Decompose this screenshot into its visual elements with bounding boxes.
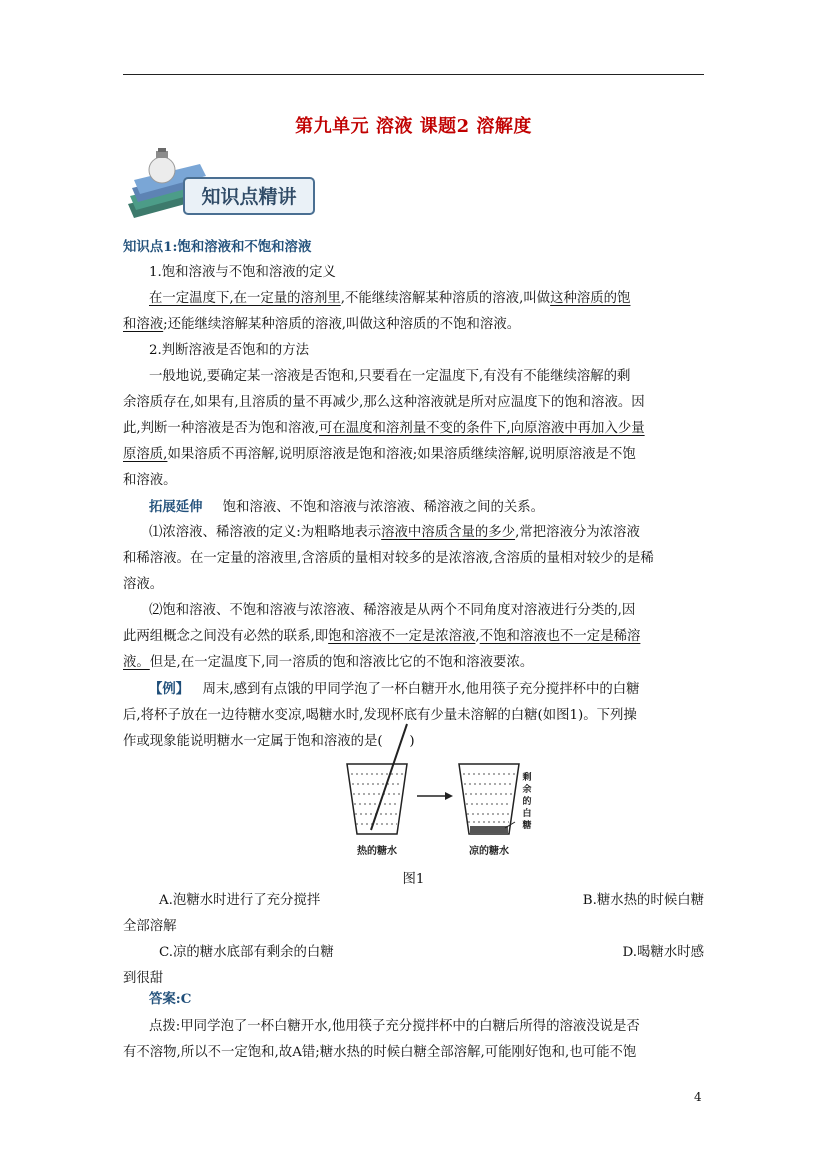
explanation-paragraph: 点拨:甲同学泡了一杯白糖开水,他用筷子充分搅拌杯中的白糖后所得的溶液没说是否 有不溶物,所以不一定饱和,故A错;糖水热的时候白糖全部溶解,可能刚好饱和,也可能不饱 bbox=[123, 1019, 640, 1060]
subheading-definition: 1.饱和溶液与不饱和溶液的定义 bbox=[149, 265, 336, 280]
definition-text: ;还能继续溶解某种溶质的溶液,叫做这种溶质的不饱和溶液。 bbox=[163, 317, 521, 332]
judge-line: 一般地说,要确定某一溶液是否饱和,只要看在一定温度下,有没有不能继续溶解的剩 bbox=[149, 369, 631, 384]
judge-line: 余溶质存在,如果有,且溶质的量不再减少,那么这种溶液就是所对应温度下的饱和溶液。因 bbox=[123, 395, 645, 410]
judge-line: 和溶液。 bbox=[123, 473, 177, 488]
judge-line: 原溶质,如果溶质不再溶解,说明原溶液是饱和溶液;如果溶质继续溶解,说明原溶液是不饱 bbox=[123, 447, 636, 462]
option-d-wrap: 到很甜 bbox=[123, 971, 164, 986]
figure-caption: 图1 bbox=[402, 872, 425, 887]
judge-paragraph bbox=[123, 364, 704, 494]
cold-cup bbox=[459, 764, 519, 857]
extend-intro: 拓展延伸 饱和溶液、不饱和溶液与浓溶液、稀溶液之间的关系。 bbox=[149, 499, 545, 515]
remaining-sugar-label bbox=[521, 771, 531, 831]
subheading-judge: 2.判断溶液是否饱和的方法 bbox=[149, 343, 310, 358]
lightbulb-icon bbox=[149, 148, 175, 183]
definition-underlined: 在一定温度下,在一定量的溶剂里 bbox=[149, 291, 341, 306]
svg-text:白: 白 bbox=[522, 809, 532, 819]
definition-paragraph bbox=[123, 286, 704, 338]
svg-text:的: 的 bbox=[522, 797, 532, 807]
page-title: 第九单元 溶液 课题2 溶解度 bbox=[295, 116, 532, 137]
option-a: A.泡糖水时进行了充分搅拌 bbox=[159, 893, 321, 908]
sugar-water-figure bbox=[335, 722, 535, 862]
header-rule bbox=[123, 74, 704, 75]
extend-label: 拓展延伸 bbox=[149, 499, 203, 515]
page-number: 4 bbox=[694, 1090, 702, 1104]
svg-text:余: 余 bbox=[522, 785, 532, 795]
option-b: B.糖水热的时候白糖 bbox=[582, 893, 704, 908]
example-label: 【例】 bbox=[149, 681, 190, 697]
option-c: C.凉的糖水底部有剩余的白糖 bbox=[159, 945, 334, 960]
definition-text: ,不能继续溶解某种溶质的溶液,叫做 bbox=[340, 291, 551, 306]
option-d: D.喝糖水时感 bbox=[622, 945, 704, 960]
knowledge-banner bbox=[124, 148, 324, 230]
option-b-wrap: 全部溶解 bbox=[123, 919, 177, 934]
definition-underlined: 这种溶质的饱 bbox=[550, 291, 631, 306]
hot-cup-label: 热的糖水 bbox=[357, 846, 397, 857]
svg-text:糖: 糖 bbox=[522, 821, 532, 831]
hot-cup bbox=[347, 724, 407, 857]
extend-paragraph-1: ⑴浓溶液、稀溶液的定义:为粗略地表示溶液中溶质含量的多少,常把溶液分为浓溶液 和稀溶液。在一定量的溶液里,含溶质的量相对较多的是浓溶液,含溶质的量相对较少的是稀 溶液。 bbox=[123, 525, 654, 592]
arrow-icon bbox=[417, 792, 453, 800]
cold-cup-label: 凉的糖水 bbox=[469, 846, 509, 857]
extend-paragraph-2: ⑵饱和溶液、不饱和溶液与浓溶液、稀溶液是从两个不同角度对溶液进行分类的,因 此两组概念之间没有必然的联系,即饱和溶液不一定是浓溶液,不饱和溶液也不一定是稀溶 液。但是,在一定温度下,同一溶质的饱和溶液比它的不饱和溶液要浓。 bbox=[123, 603, 641, 670]
definition-underlined: 和溶液 bbox=[123, 317, 164, 332]
banner-text: 知识点精讲 bbox=[201, 186, 297, 208]
judge-line: 此,判断一种溶液是否为饱和溶液,可在温度和溶剂量不变的条件下,向原溶液中再加入少量 bbox=[123, 421, 645, 436]
svg-text:剩: 剩 bbox=[522, 773, 532, 783]
section-heading: 知识点1:饱和溶液和不饱和溶液 bbox=[123, 239, 312, 255]
example-paragraph: 【例】 周末,感到有点饿的甲同学泡了一杯白糖开水,他用筷子充分搅拌杯中的白糖 后,将杯子放在一边待糖水变凉,喝糖水时,发现杯底有少量未溶解的白糖(如图1)。下列操 作或现象能说明糖水一定属于饱和溶液的是( ) bbox=[123, 681, 640, 749]
answer: 答案:C bbox=[149, 991, 192, 1007]
